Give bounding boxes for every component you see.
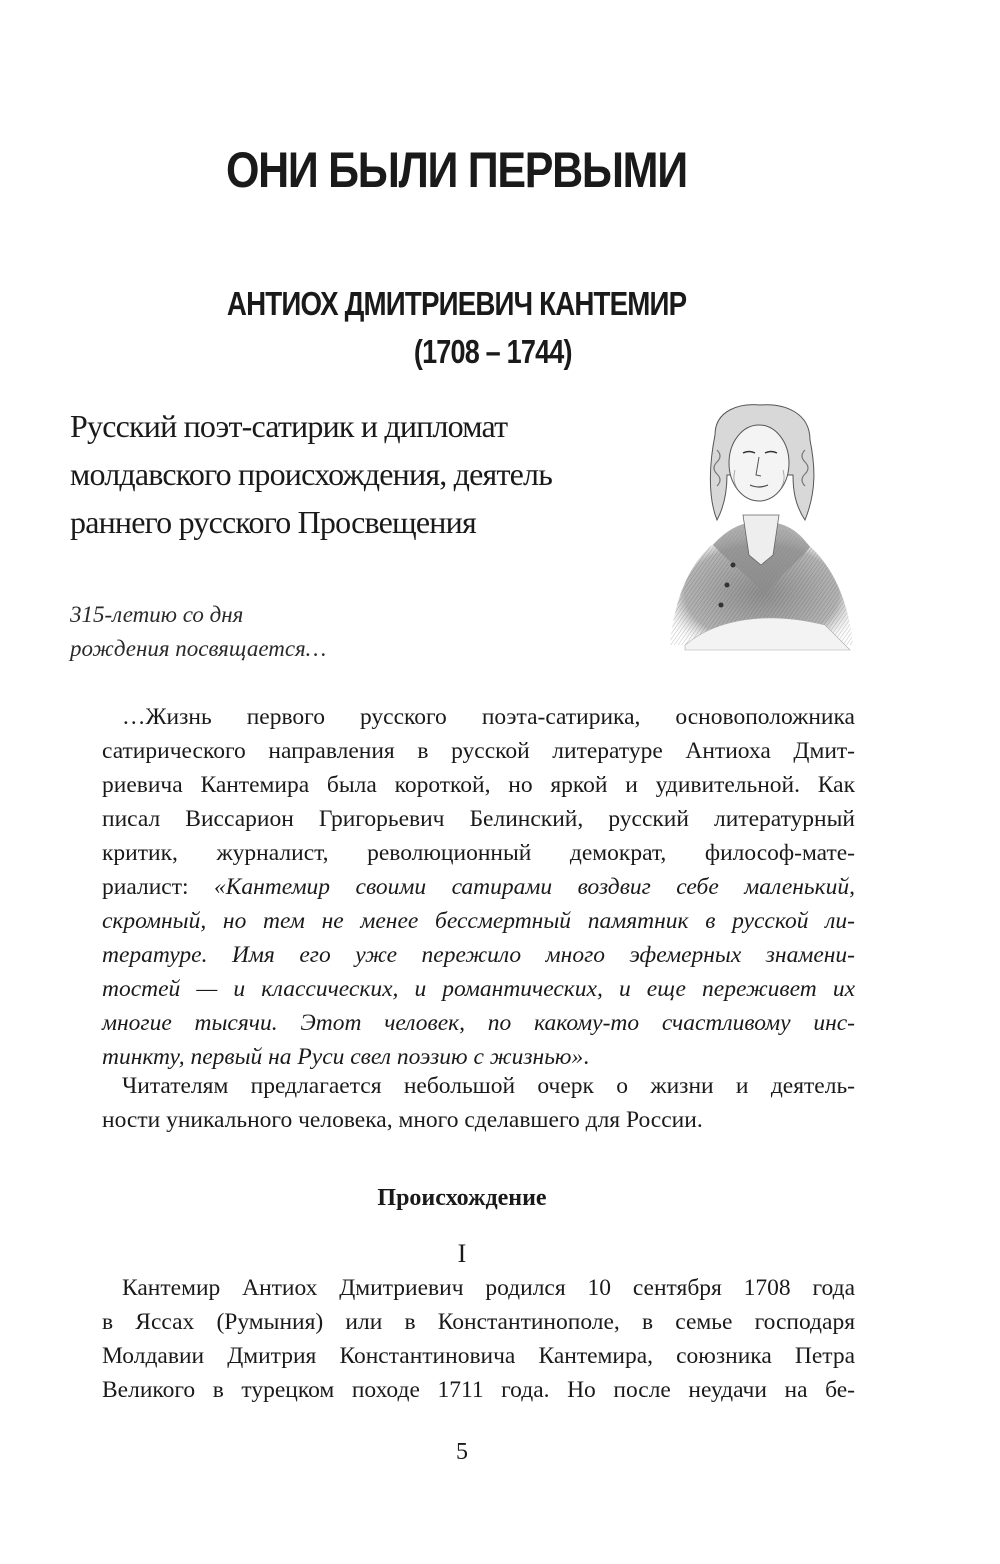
page-number: 5 xyxy=(456,1439,468,1465)
dedication-line: рождения посвящается… xyxy=(70,636,327,661)
person-years: (1708 – 1744) xyxy=(413,333,572,370)
chapter-heading: Происхождение xyxy=(377,1185,547,1211)
quote-line: многие тысячи. Этот человек, по какому-то счастливому инс- xyxy=(102,1010,855,1036)
outro-paragraph xyxy=(102,1069,855,1137)
paragraph-line: ности уникального человека, много сделавшего для России. xyxy=(102,1107,703,1133)
section-title: ОНИ БЫЛИ ПЕРВЫМИ xyxy=(225,142,687,198)
portrait-engraving-icon xyxy=(655,395,865,655)
person-subtitle xyxy=(70,402,630,546)
chapter-paragraph xyxy=(102,1271,855,1407)
plain-text: риалист: xyxy=(102,874,214,900)
paragraph-line: сатирического направления в русской литературе Антиоха Дмит- xyxy=(102,738,855,764)
dedication xyxy=(70,598,326,666)
paragraph-line: Читателям предлагается небольшой очерк о жизни и деятель- xyxy=(122,1073,855,1099)
quote-line: тературе. Имя его уже пережило много эфемерных знамени- xyxy=(102,942,855,968)
person-name: АНТИОХ ДМИТРИЕВИЧ КАНТЕМИР xyxy=(226,285,687,322)
subtitle-line: молдавского происхождения, деятель xyxy=(70,456,552,492)
quote-text: тинкту, первый на Руси свел поэзию с жизнью» xyxy=(102,1044,584,1070)
paragraph-line: риевича Кантемира была короткой, но яркой и удивительной. Как xyxy=(102,772,855,798)
paragraph-line xyxy=(102,870,855,904)
dedication-line: 315-летию со дня xyxy=(70,602,244,627)
quote-line: скромный, но тем не менее бессмертный памятник в русской ли- xyxy=(102,908,855,934)
paragraph-line: …Жизнь первого русского поэта-сатирика, основоположника xyxy=(122,704,855,730)
subtitle-line: Русский поэт-сатирик и дипломат xyxy=(70,408,508,444)
quote-text: «Кантемир своими сатирами воздвиг себе маленький, xyxy=(213,874,855,900)
paragraph-line: Кантемир Антиох Дмитриевич родился 10 сентября 1708 года xyxy=(122,1275,855,1301)
chapter-number: I xyxy=(457,1239,467,1268)
paragraph-line: критик, журналист, революционный демократ, философ-мате- xyxy=(102,840,855,866)
paragraph-line: в Яссах (Румыния) или в Константинополе, в семье господаря xyxy=(102,1309,855,1335)
paragraph-line: Молдавии Дмитрия Константиновича Кантемира, союзника Петра xyxy=(102,1343,855,1369)
paragraph-line: Великого в турецком походе 1711 года. Но после неудачи на бе- xyxy=(102,1377,855,1403)
paragraph-line: писал Виссарион Григорьевич Белинский, русский литературный xyxy=(102,806,855,832)
quote-line: тостей — и классических, и романтических, и еще переживет их xyxy=(102,976,855,1002)
intro-paragraph xyxy=(102,700,855,1074)
subtitle-line: раннего русского Просвещения xyxy=(70,504,476,540)
trailing-punctuation: . xyxy=(583,1044,590,1070)
